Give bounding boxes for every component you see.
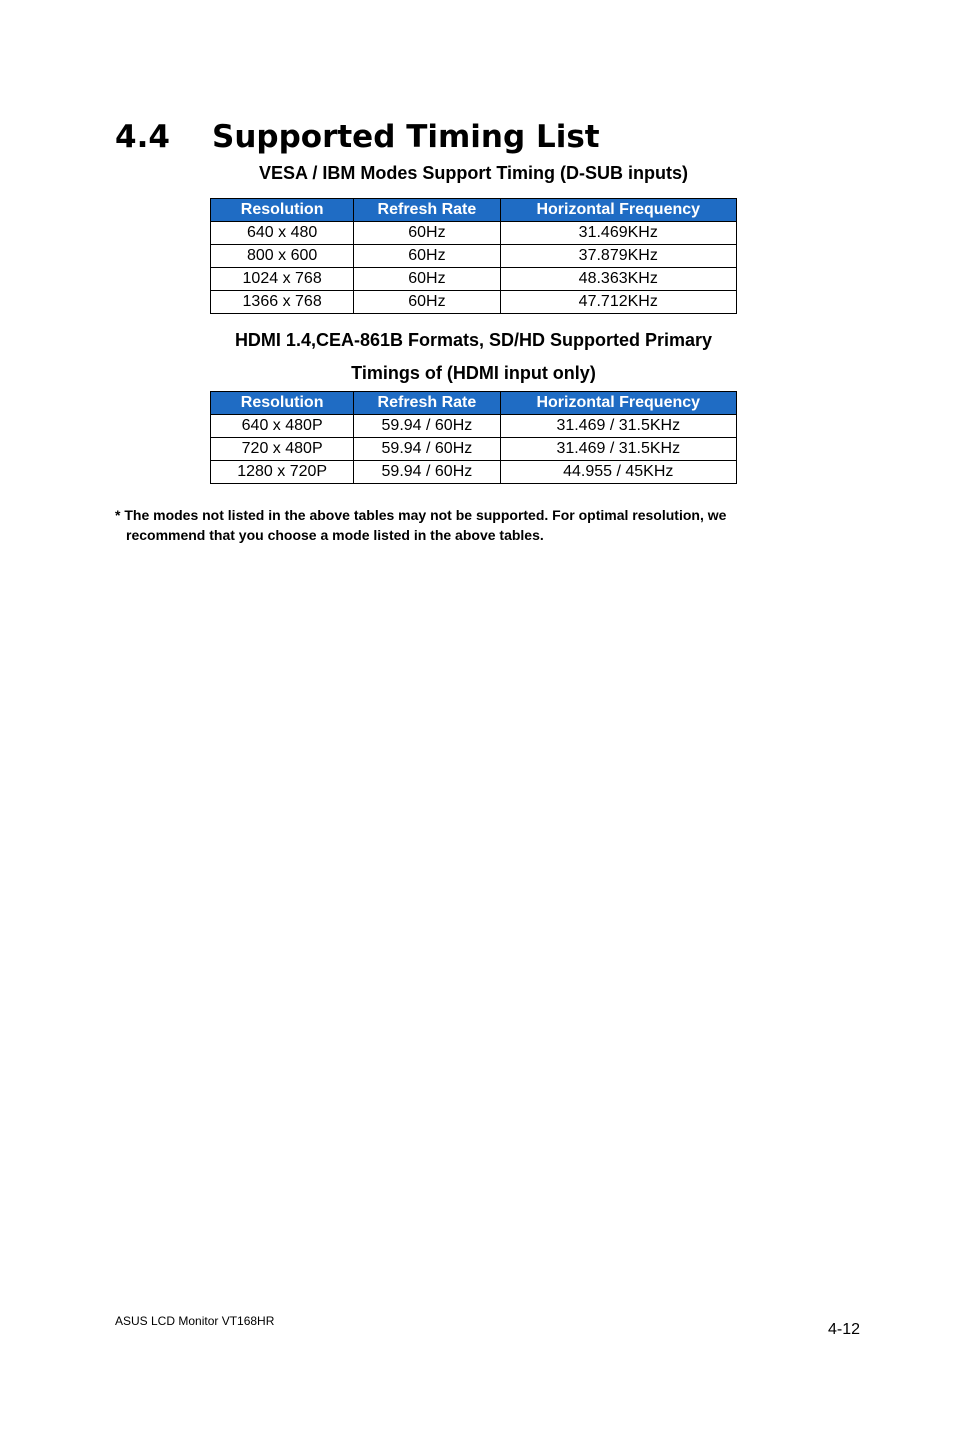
cell-resolution: 1280 x 720P [211, 461, 354, 484]
column-header-refresh-rate: Refresh Rate [354, 392, 500, 415]
footer-product-name: ASUS LCD Monitor VT168HR [115, 1314, 275, 1328]
cell-resolution: 640 x 480P [211, 415, 354, 438]
table-row [211, 438, 737, 461]
cell-refresh-rate: 60Hz [354, 245, 500, 268]
cell-resolution: 640 x 480 [211, 222, 354, 245]
vesa-timing-table [210, 198, 737, 314]
footnote-line-1: * The modes not listed in the above tables may not be supported. For optimal resolution, we [115, 507, 727, 523]
vesa-table-heading: VESA / IBM Modes Support Timing (D-SUB inputs) [259, 163, 688, 183]
cell-horizontal-frequency: 37.879KHz [500, 245, 736, 268]
cell-refresh-rate: 59.94 / 60Hz [354, 438, 500, 461]
table-row [211, 268, 737, 291]
cell-horizontal-frequency: 44.955 / 45KHz [500, 461, 736, 484]
section-title: Supported Timing List [212, 119, 600, 155]
column-header-resolution: Resolution [211, 199, 354, 222]
table-header-row [211, 199, 737, 222]
cell-resolution: 1024 x 768 [211, 268, 354, 291]
page-title [115, 116, 600, 158]
cell-horizontal-frequency: 48.363KHz [500, 268, 736, 291]
column-header-resolution: Resolution [211, 392, 354, 415]
hdmi-timing-table [210, 391, 737, 484]
footnote [115, 505, 815, 545]
table-row [211, 415, 737, 438]
table-header-row [211, 392, 737, 415]
cell-refresh-rate: 60Hz [354, 222, 500, 245]
footer-page-number: 4-12 [827, 1321, 860, 1338]
footnote-line-2: recommend that you choose a mode listed in the above tables. [126, 527, 544, 543]
table-row [211, 461, 737, 484]
cell-refresh-rate: 60Hz [354, 268, 500, 291]
cell-horizontal-frequency: 31.469KHz [500, 222, 736, 245]
hdmi-table-heading-line2: Timings of (HDMI input only) [351, 363, 596, 383]
cell-refresh-rate: 60Hz [354, 291, 500, 314]
cell-resolution: 1366 x 768 [211, 291, 354, 314]
cell-resolution: 800 x 600 [211, 245, 354, 268]
cell-horizontal-frequency: 47.712KHz [500, 291, 736, 314]
column-header-horizontal-frequency: Horizontal Frequency [500, 199, 736, 222]
cell-refresh-rate: 59.94 / 60Hz [354, 415, 500, 438]
cell-resolution: 720 x 480P [211, 438, 354, 461]
column-header-horizontal-frequency: Horizontal Frequency [500, 392, 736, 415]
table-row [211, 245, 737, 268]
cell-refresh-rate: 59.94 / 60Hz [354, 461, 500, 484]
column-header-refresh-rate: Refresh Rate [354, 199, 500, 222]
section-number: 4.4 [115, 119, 170, 155]
hdmi-table-heading-line1: HDMI 1.4,CEA-861B Formats, SD/HD Supported Primary [234, 330, 713, 350]
cell-horizontal-frequency: 31.469 / 31.5KHz [500, 438, 736, 461]
table-row [211, 222, 737, 245]
cell-horizontal-frequency: 31.469 / 31.5KHz [500, 415, 736, 438]
table-row [211, 291, 737, 314]
